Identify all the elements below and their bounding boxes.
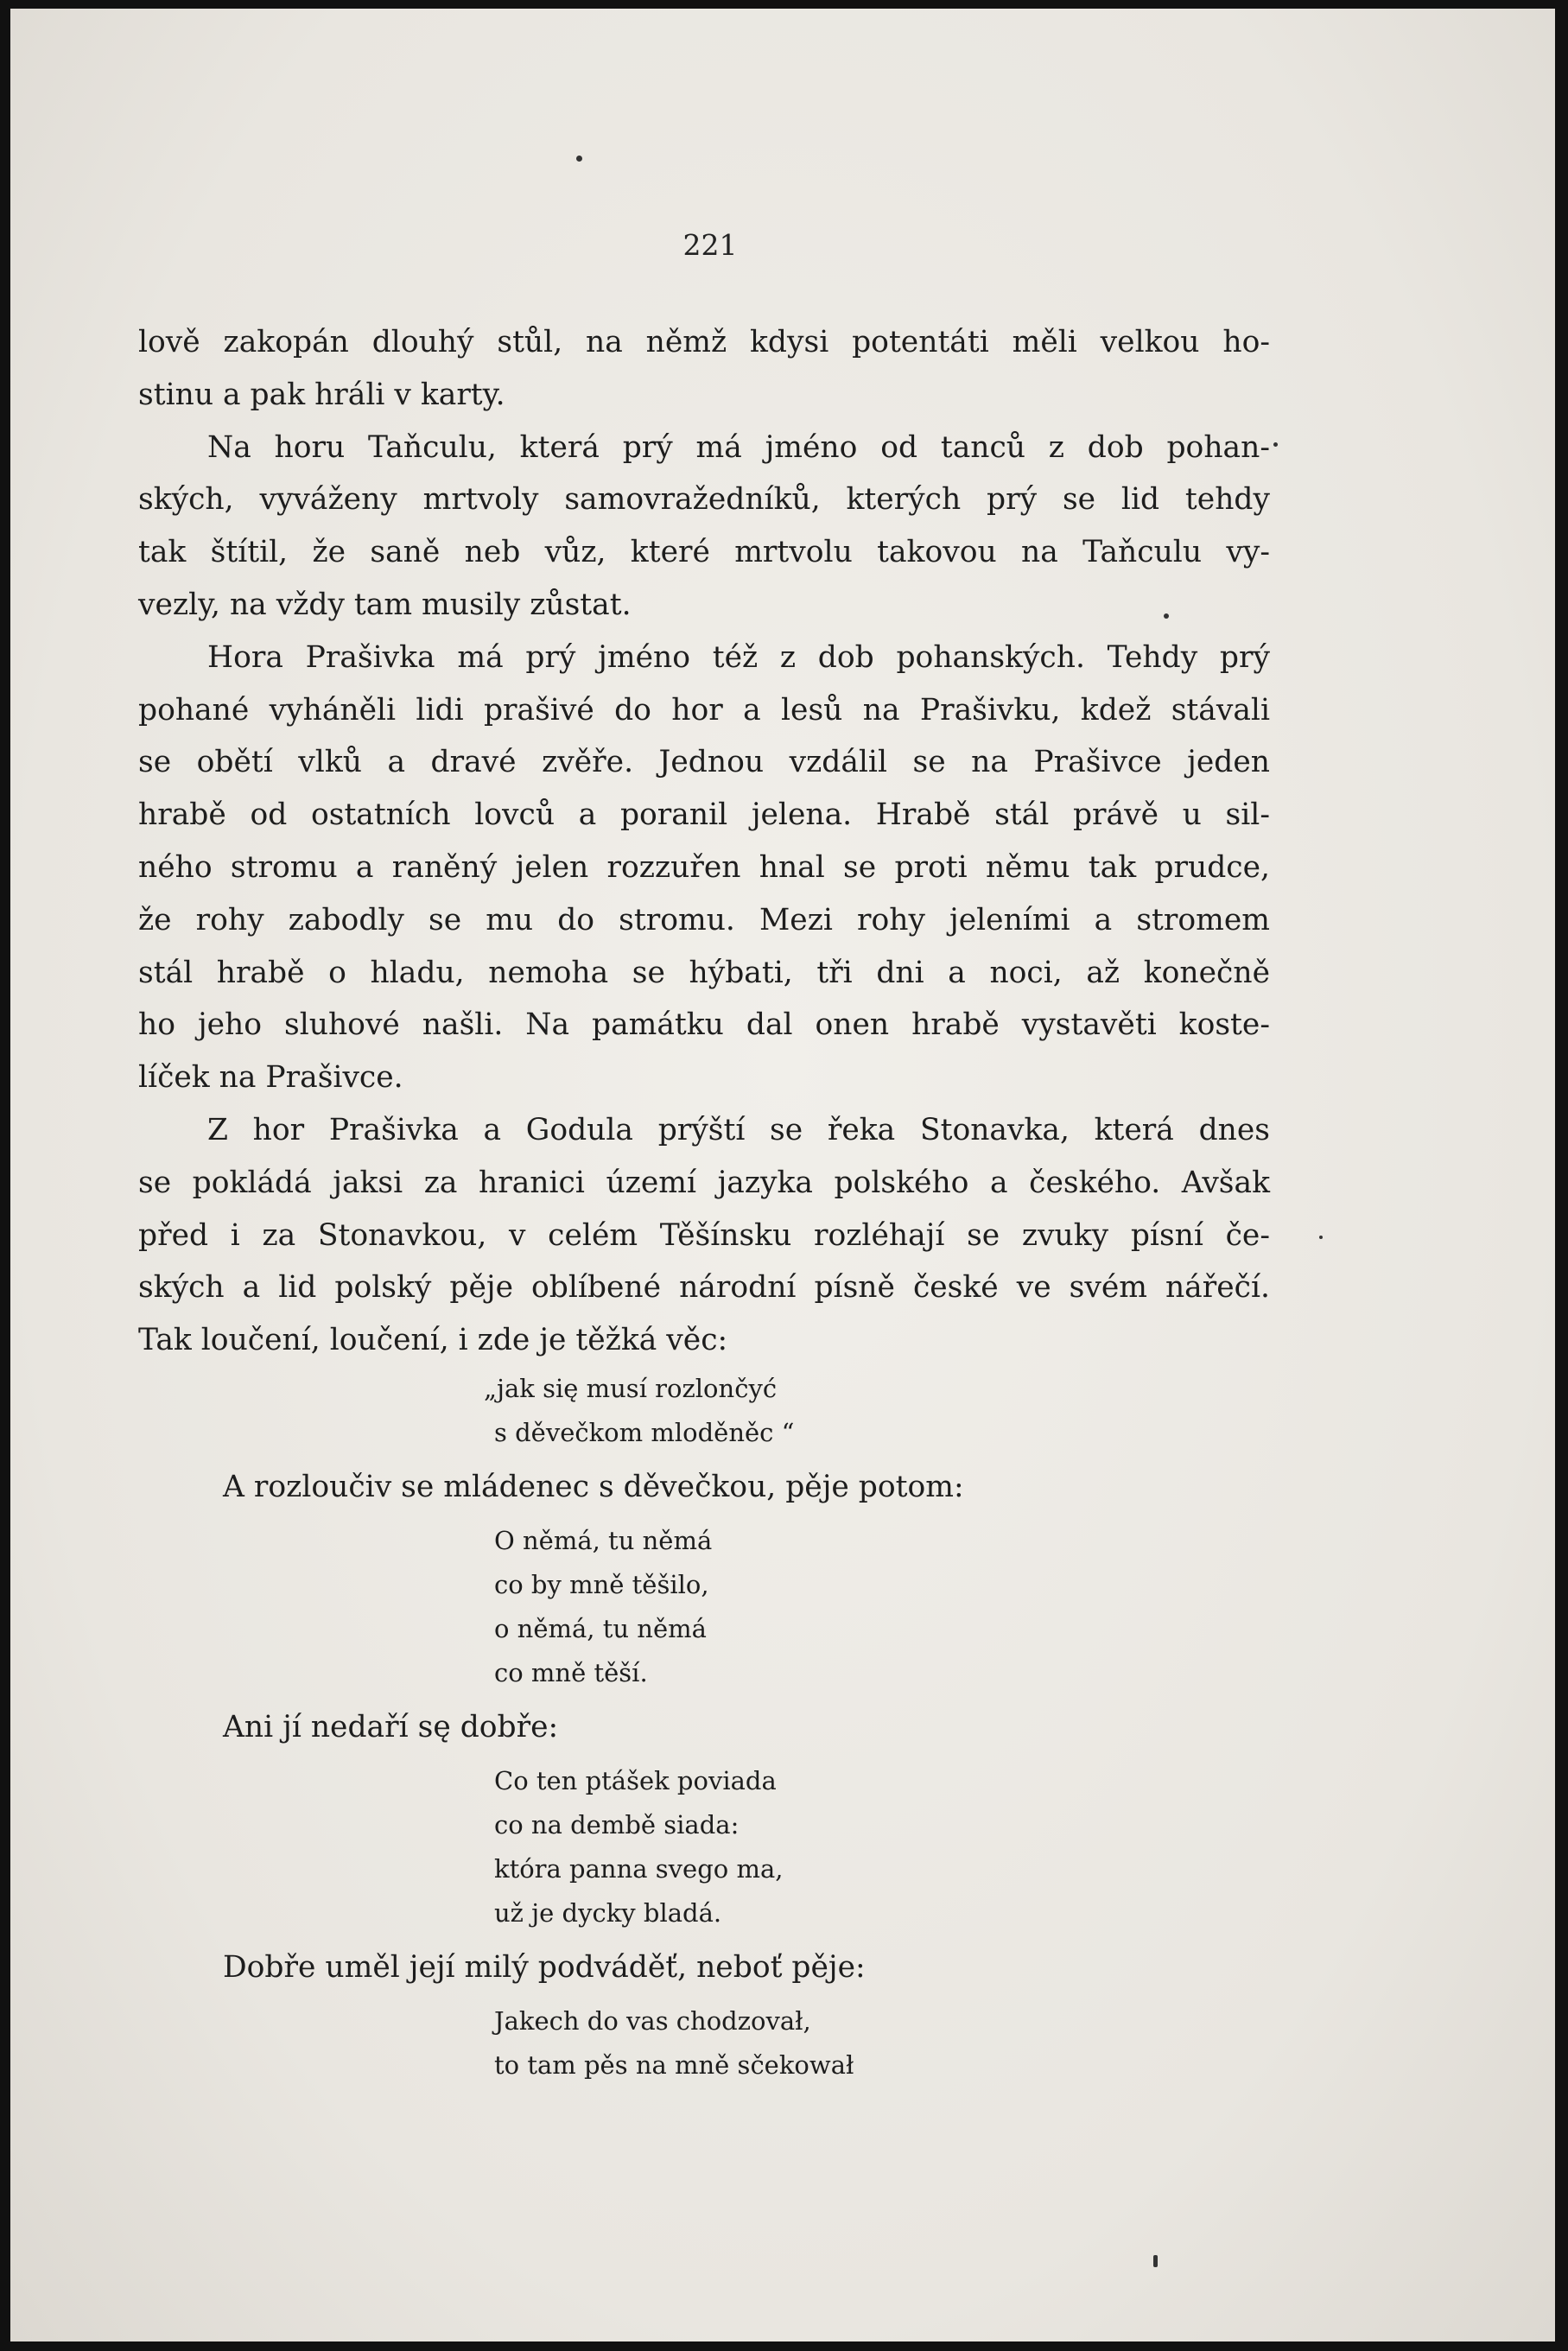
text-line: hrabě od ostatních lovců a poranil jelena. Hrabě stál právě u sil- — [138, 797, 1270, 833]
text-line: ských a lid polský pěje oblíbené národní písně české ve svém nářečí. — [138, 1270, 1270, 1306]
text-line: vezly, na vždy tam musily zůstat. — [138, 587, 632, 622]
text-line: ských, vyváženy mrtvoly samovražedníků, kterých prý se lid tehdy — [138, 482, 1270, 518]
verse-line: Co ten ptášek poviada — [494, 1765, 777, 1795]
verse-intro: A rozloučiv se mládenec s děvečkou, pěje potom: — [223, 1469, 964, 1504]
text-line: se pokládá jaksi za hranici území jazyka polského a českého. Avšak — [138, 1165, 1270, 1200]
page-number: 221 — [682, 228, 738, 262]
paper-speck — [576, 156, 582, 162]
verse-line: „jak się musí rozlončyć — [484, 1373, 778, 1403]
verse-line: to tam pěs na mně sčekował — [494, 2049, 854, 2080]
text-line: se obětí vlků a dravé zvěře. Jednou vzdálil se na Prašivce jeden — [138, 745, 1270, 780]
verse-line: co mně těší. — [494, 1657, 648, 1687]
verse-line: už je dycky bladá. — [494, 1897, 722, 1928]
paper-speck — [1273, 442, 1278, 447]
verse-line: co by mně těšilo, — [494, 1569, 709, 1599]
text-line: Na horu Taňculu, která prý má jméno od tanců z dob pohan- — [207, 429, 1270, 465]
text-line: tak štítil, že saně neb vůz, které mrtvolu takovou na Taňculu vy- — [138, 535, 1270, 570]
paper-speck — [1164, 613, 1169, 619]
text-line: stál hrabě o hladu, nemoha se hýbati, tři dni a noci, až konečně — [138, 955, 1270, 990]
verse-line: O němá, tu němá — [494, 1525, 713, 1555]
text-line: ného stromu a raněný jelen rozzuřen hnal se proti němu tak prudce, — [138, 849, 1270, 885]
body-text — [138, 316, 1270, 2087]
paper-speck — [1153, 2255, 1158, 2267]
verse-line: co na dembě siada: — [494, 1809, 740, 1839]
text-line: Tak loučení, loučení, i zde je těžká věc: — [138, 1323, 728, 1358]
verse-intro: Dobře uměl její milý podváděť, neboť pěje: — [223, 1949, 866, 1985]
text-line: lově zakopán dlouhý stůl, na němž kdysi potentáti měli velkou ho- — [138, 325, 1270, 359]
verse-line: która panna svego ma, — [494, 1853, 784, 1884]
verse-line: Jakech do vas chodzovał, — [494, 2005, 811, 2036]
text-line: ho jeho sluhové našli. Na památku dal onen hrabě vystavěti koste- — [138, 1007, 1270, 1043]
text-line: Hora Prašivka má prý jméno též z dob pohanských. Tehdy prý — [207, 639, 1270, 675]
verse-intro: Ani jí nedaří sę dobře: — [223, 1709, 559, 1744]
verse-line: s děvečkom mloděněc “ — [494, 1417, 795, 1447]
text-line: stinu a pak hráli v karty. — [138, 377, 505, 412]
text-line: před i za Stonavkou, v celém Těšínsku rozléhají se zvuky písní če- — [138, 1217, 1270, 1253]
verse-line: o němá, tu němá — [494, 1613, 707, 1643]
paper-speck — [1319, 1236, 1323, 1239]
text-line: Z hor Prašivka a Godula prýští se řeka Stonavka, která dnes — [207, 1112, 1270, 1147]
text-line: líček na Prašivce. — [138, 1060, 403, 1096]
text-line: pohané vyháněli lidi prašivé do hor a lesů na Prašivku, kdež stávali — [138, 692, 1270, 728]
text-line: že rohy zabodly se mu do stromu. Mezi rohy jeleními a stromem — [138, 902, 1270, 937]
book-page — [10, 9, 1555, 2341]
